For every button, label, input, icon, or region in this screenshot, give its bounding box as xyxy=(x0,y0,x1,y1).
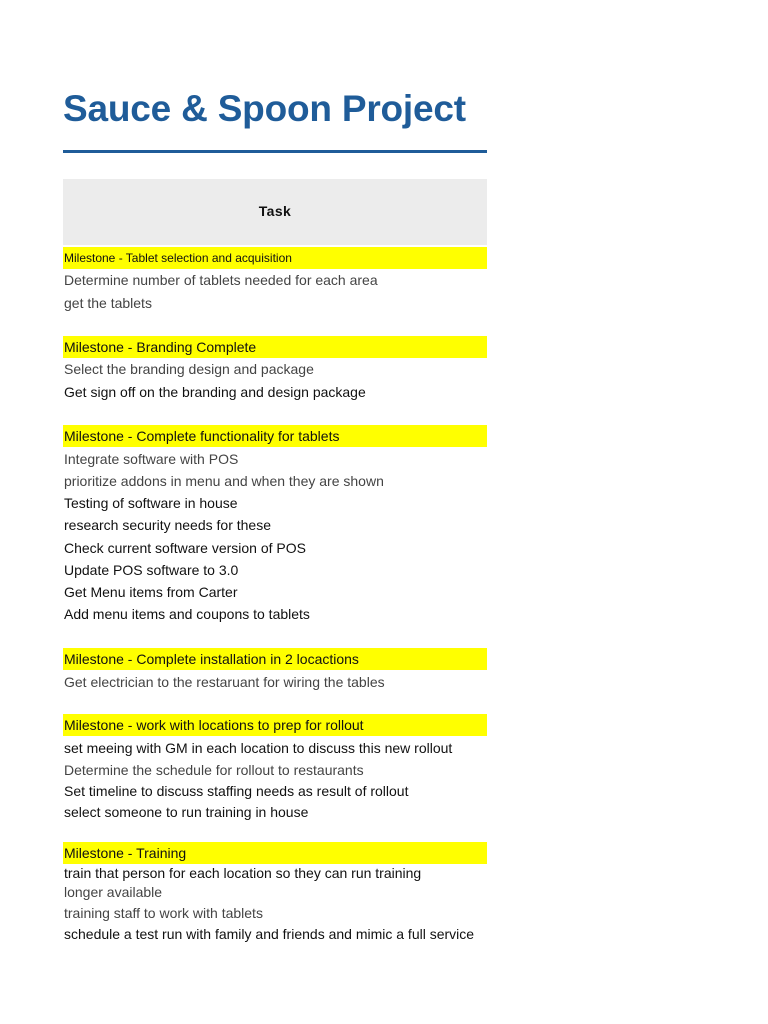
task-row[interactable]: research security needs for these xyxy=(64,517,271,533)
task-row[interactable]: Testing of software in house xyxy=(64,495,238,511)
milestone-row[interactable]: Milestone - Branding Complete xyxy=(63,336,487,358)
task-row[interactable]: get the tablets xyxy=(64,295,152,311)
milestone-row[interactable]: Milestone - Training xyxy=(63,842,487,864)
task-row[interactable]: select someone to run training in house xyxy=(64,804,309,820)
task-row[interactable]: longer available xyxy=(64,884,163,900)
milestone-row[interactable]: Milestone - Tablet selection and acquisition xyxy=(63,247,487,269)
task-row[interactable]: training staff to work with tablets xyxy=(64,905,263,921)
task-row[interactable]: Update POS software to 3.0 xyxy=(64,562,239,578)
task-row[interactable]: Integrate software with POS xyxy=(64,451,239,467)
task-row[interactable]: Determine number of tablets needed for each area xyxy=(64,272,378,288)
task-row[interactable]: schedule a test run with family and friends and mimic a full service xyxy=(64,926,475,942)
task-list xyxy=(63,0,487,1024)
task-row[interactable]: Set timeline to discuss staffing needs as result of rollout xyxy=(64,783,409,799)
task-row[interactable]: Get sign off on the branding and design package xyxy=(64,384,366,400)
milestone-row[interactable]: Milestone - Complete installation in 2 locactions xyxy=(63,648,487,670)
task-row[interactable]: Get electrician to the restaruant for wiring the tables xyxy=(64,674,385,690)
task-row[interactable]: Add menu items and coupons to tablets xyxy=(64,606,310,622)
task-column-header-label: Task xyxy=(258,203,292,219)
task-row[interactable]: Determine the schedule for rollout to restaurants xyxy=(64,762,364,778)
task-row[interactable]: set meeing with GM in each location to discuss this new rollout xyxy=(64,740,453,756)
task-row[interactable]: Get Menu items from Carter xyxy=(64,584,238,600)
milestone-row[interactable]: Milestone - Complete functionality for tablets xyxy=(63,425,487,447)
task-row[interactable]: prioritize addons in menu and when they are shown xyxy=(64,473,384,489)
task-row[interactable]: Select the branding design and package xyxy=(64,361,314,377)
page-title: Sauce & Spoon Project xyxy=(63,88,466,129)
milestone-row[interactable]: Milestone - work with locations to prep for rollout xyxy=(63,714,487,736)
task-row[interactable]: train that person for each location so they can run training xyxy=(64,865,422,881)
task-row[interactable]: Check current software version of POS xyxy=(64,540,306,556)
